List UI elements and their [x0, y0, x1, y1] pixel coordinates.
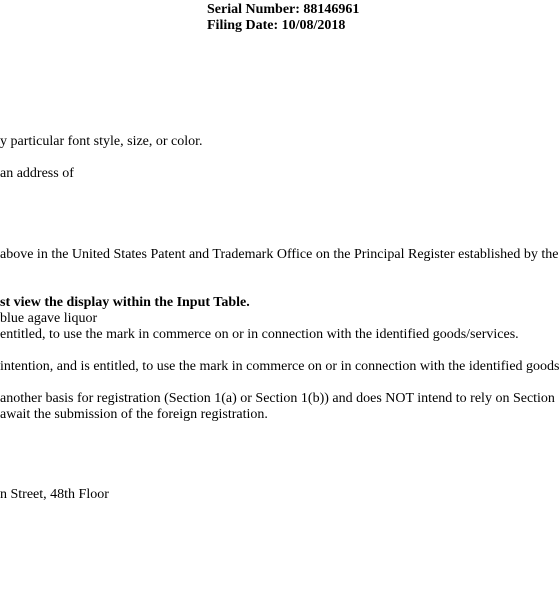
street-address: n Street, 48th Floor — [0, 487, 109, 502]
use-in-commerce-statement: entitled, to use the mark in commerce on or in connection with the identified goods/services. — [0, 327, 519, 342]
mark-font-statement: y particular font style, size, or color. — [0, 134, 203, 149]
register-request-statement: above in the United States Patent and Trademark Office on the Principal Register established by the — [0, 247, 559, 262]
address-statement: an address of — [0, 166, 74, 181]
filing-date: Filing Date: 10/08/2018 — [207, 18, 346, 33]
foreign-registration-statement: await the submission of the foreign registration. — [0, 407, 268, 422]
intent-to-use-statement: intention, and is entitled, to use the mark in commerce on or in connection with the identified goods — [0, 359, 560, 374]
input-table-instruction: st view the display within the Input Table. — [0, 295, 250, 310]
foreign-basis-statement: another basis for registration (Section 1(a) or Section 1(b)) and does NOT intend to rely on Section — [0, 391, 555, 406]
document-header — [207, 2, 359, 34]
goods-description: blue agave liquor — [0, 311, 98, 326]
serial-number: Serial Number: 88146961 — [207, 2, 360, 17]
